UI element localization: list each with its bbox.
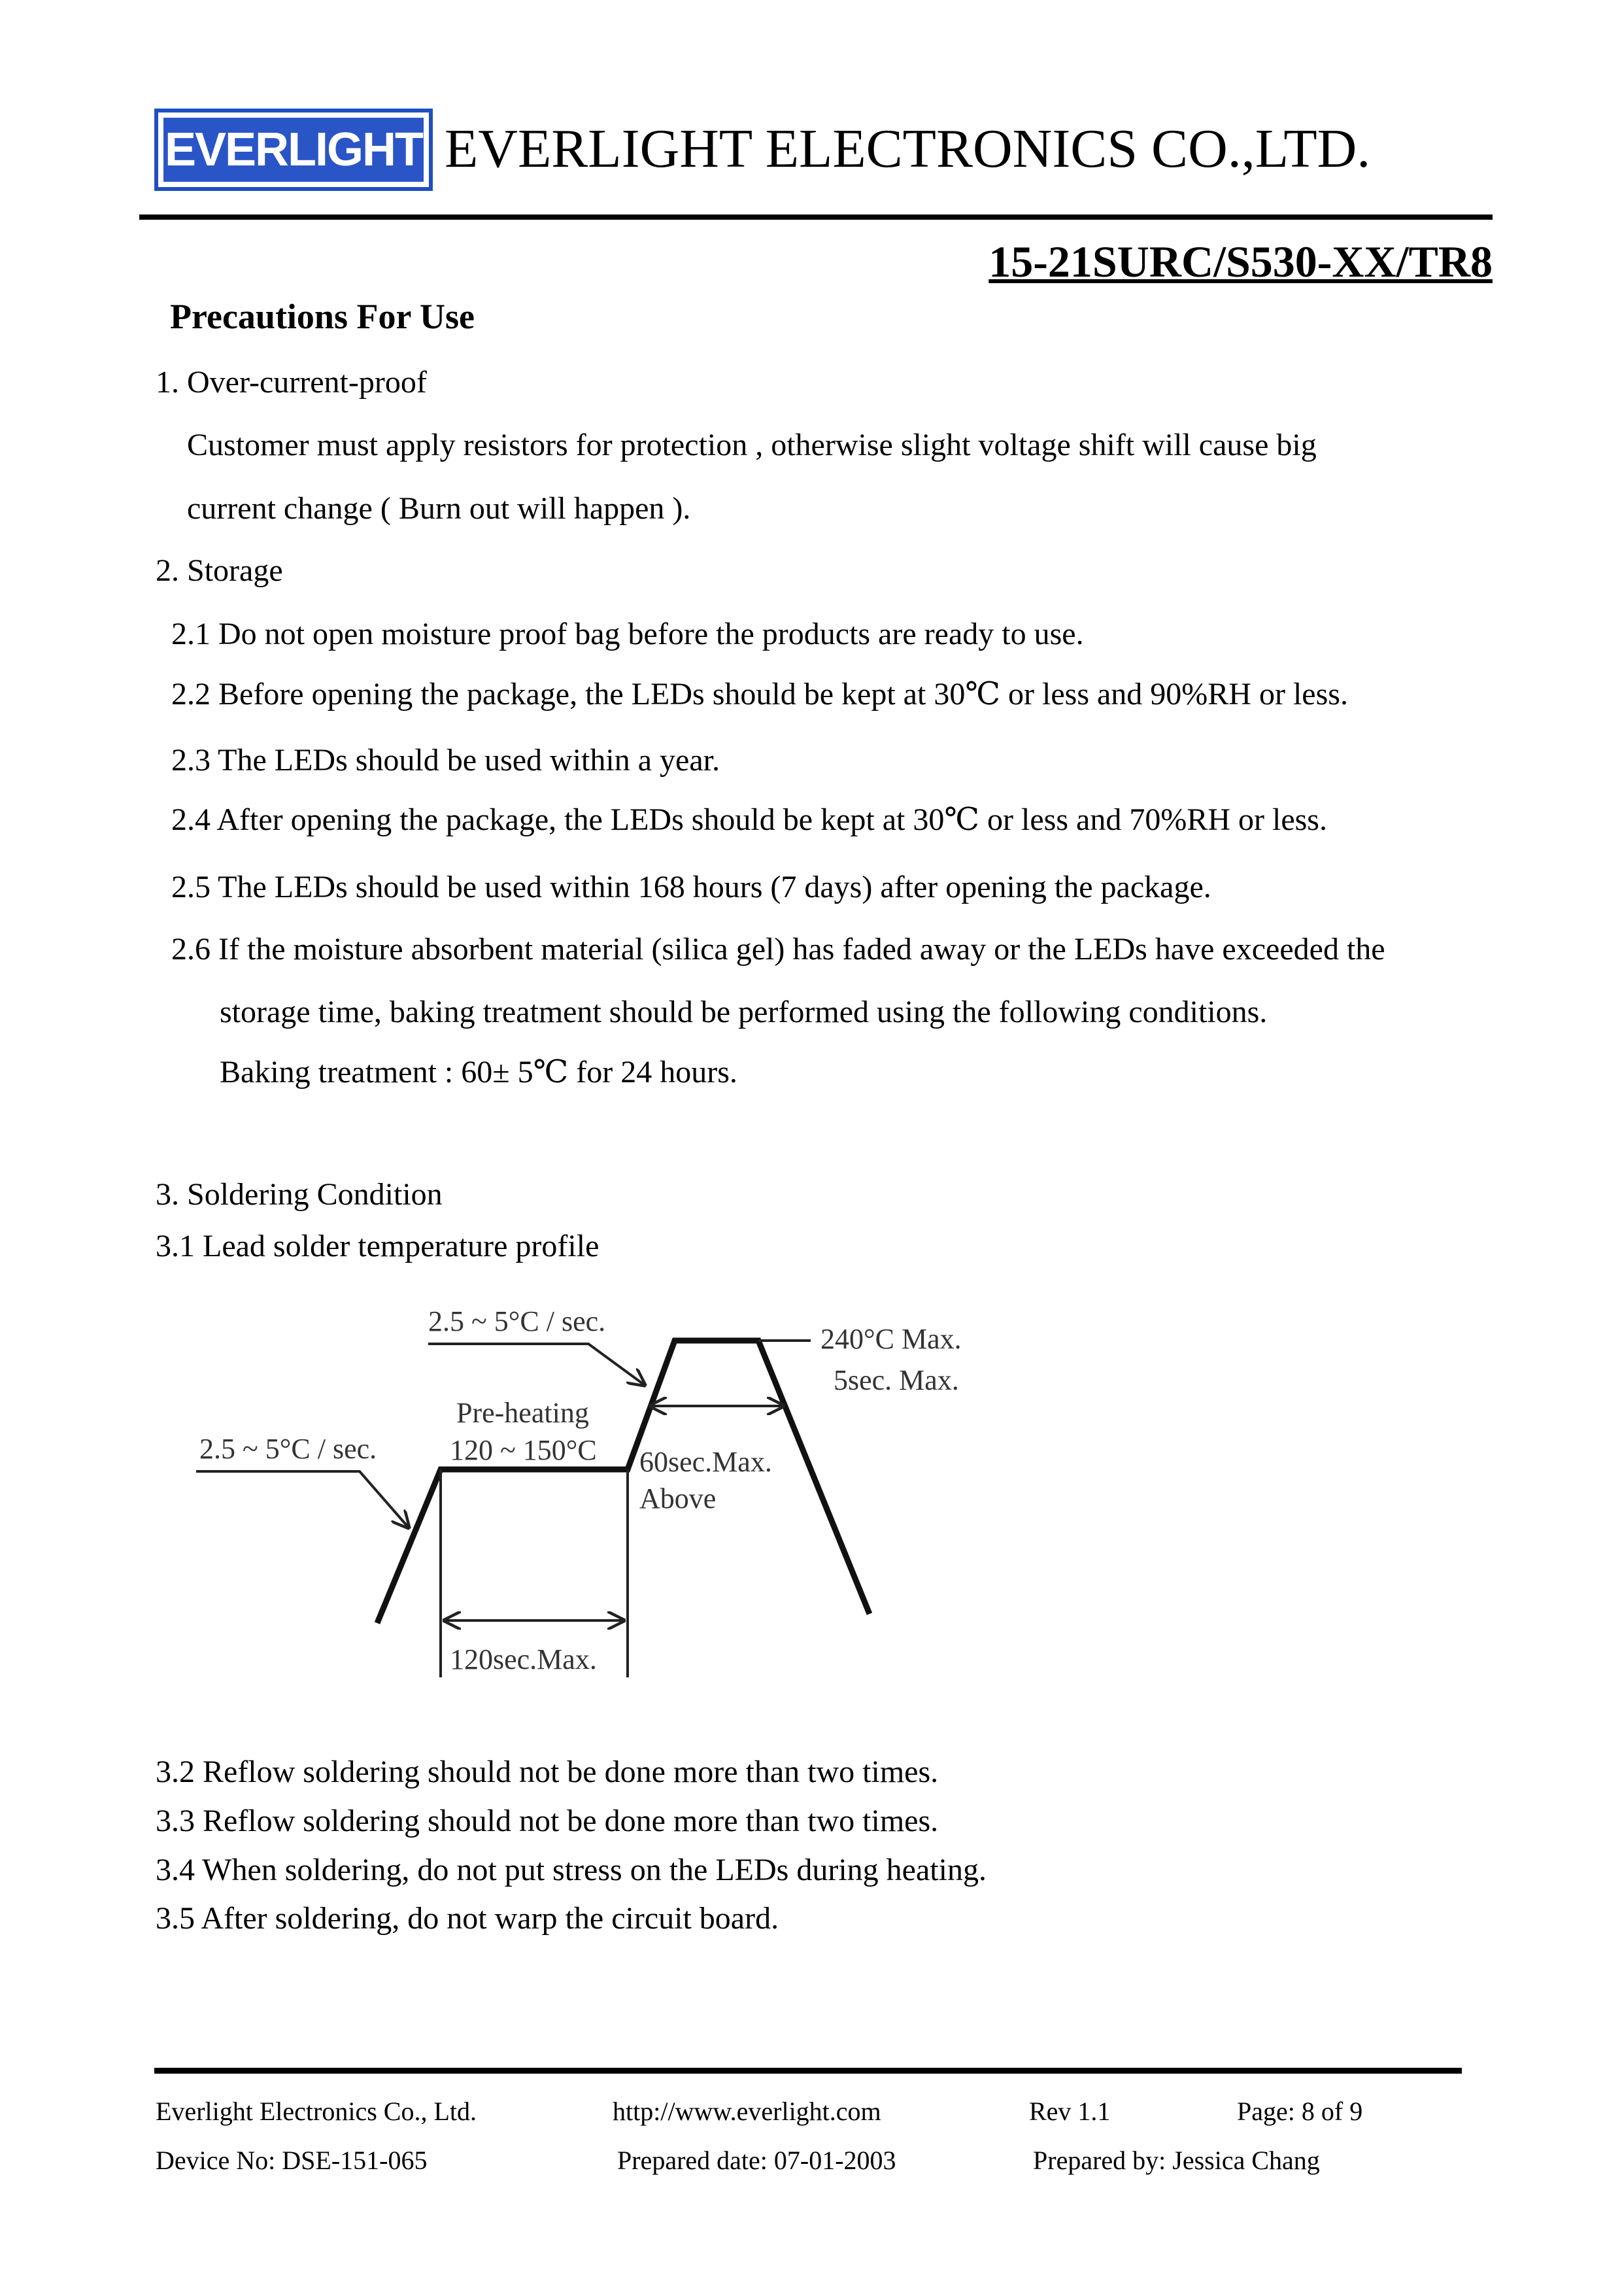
footer-page: Page: 8 of 9: [1237, 2097, 1363, 2126]
s2-5: 2.5 The LEDs should be used within 168 hours (7 days) after opening the package.: [171, 870, 1211, 904]
footer-url[interactable]: http://www.everlight.com: [613, 2097, 881, 2126]
part-number: 15-21SURC/S530-XX/TR8: [988, 237, 1493, 286]
s3-5: 3.5 After soldering, do not warp the circuit board.: [156, 1901, 779, 1936]
s2-1: 2.1 Do not open moisture proof bag before the products are ready to use.: [171, 617, 1084, 651]
footer-divider: [154, 2068, 1462, 2074]
logo-text: EVERLIGHT: [163, 118, 424, 182]
peak-temp-label: 240°C Max.: [820, 1323, 962, 1355]
s1-heading: 1. Over-current-proof: [156, 365, 427, 400]
left-ramp-pointer: [196, 1471, 409, 1528]
peak-time-label: 5sec. Max.: [834, 1364, 959, 1396]
footer-rev: Rev 1.1: [1029, 2097, 1111, 2126]
s1-line1: Customer must apply resistors for protection , otherwise slight voltage shift will cause big: [187, 428, 1317, 462]
footer-prepared-by: Prepared by: Jessica Chang: [1033, 2146, 1320, 2175]
s3-2: 3.2 Reflow soldering should not be done more than two times.: [156, 1755, 939, 1789]
above-time-label-2: Above: [639, 1482, 717, 1515]
solder-temperature-profile: [183, 1282, 1007, 1700]
s3-heading: 3. Soldering Condition: [156, 1177, 443, 1212]
s3-3: 3.3 Reflow soldering should not be done more than two times.: [156, 1804, 939, 1838]
s2-6-line3: Baking treatment : 60± 5℃ for 24 hours.: [220, 1055, 737, 1089]
preheat-range-label: 120 ~ 150°C: [450, 1434, 597, 1466]
preheat-label: Pre-heating: [456, 1397, 589, 1429]
s2-2: 2.2 Before opening the package, the LEDs should be kept at 30℃ or less and 90%RH or less.: [171, 677, 1348, 711]
ramp-rate-left-label: 2.5 ~ 5°C / sec.: [199, 1433, 377, 1465]
above-time-label-1: 60sec.Max.: [639, 1446, 772, 1478]
s2-4: 2.4 After opening the package, the LEDs should be kept at 30℃ or less and 70%RH or less.: [171, 802, 1327, 837]
s2-3: 2.3 The LEDs should be used within a year.: [171, 743, 720, 778]
s3-4: 3.4 When soldering, do not put stress on the LEDs during heating.: [156, 1853, 987, 1887]
footer-company: Everlight Electronics Co., Ltd.: [156, 2097, 477, 2126]
s3-1: 3.1 Lead solder temperature profile: [156, 1229, 600, 1263]
s2-6-line2: storage time, baking treatment should be performed using the following conditions.: [220, 995, 1268, 1029]
section-title: Precautions For Use: [170, 297, 475, 336]
s1-line2: current change ( Burn out will happen ).: [187, 491, 691, 526]
footer-device-no: Device No: DSE-151-065: [156, 2146, 428, 2175]
header-divider: [139, 214, 1493, 220]
ramp-rate-top-label: 2.5 ~ 5°C / sec.: [428, 1305, 606, 1337]
top-ramp-pointer: [428, 1344, 645, 1385]
profile-curve: [377, 1341, 870, 1623]
s2-heading: 2. Storage: [156, 553, 283, 588]
company-name: EVERLIGHT ELECTRONICS CO.,LTD.: [445, 118, 1371, 179]
s2-6-line1: 2.6 If the moisture absorbent material (silica gel) has faded away or the LEDs have exceeded the: [171, 932, 1385, 967]
preheat-time-label: 120sec.Max.: [450, 1643, 597, 1675]
footer-prepared-date: Prepared date: 07-01-2003: [617, 2146, 896, 2175]
company-logo: [154, 109, 433, 191]
